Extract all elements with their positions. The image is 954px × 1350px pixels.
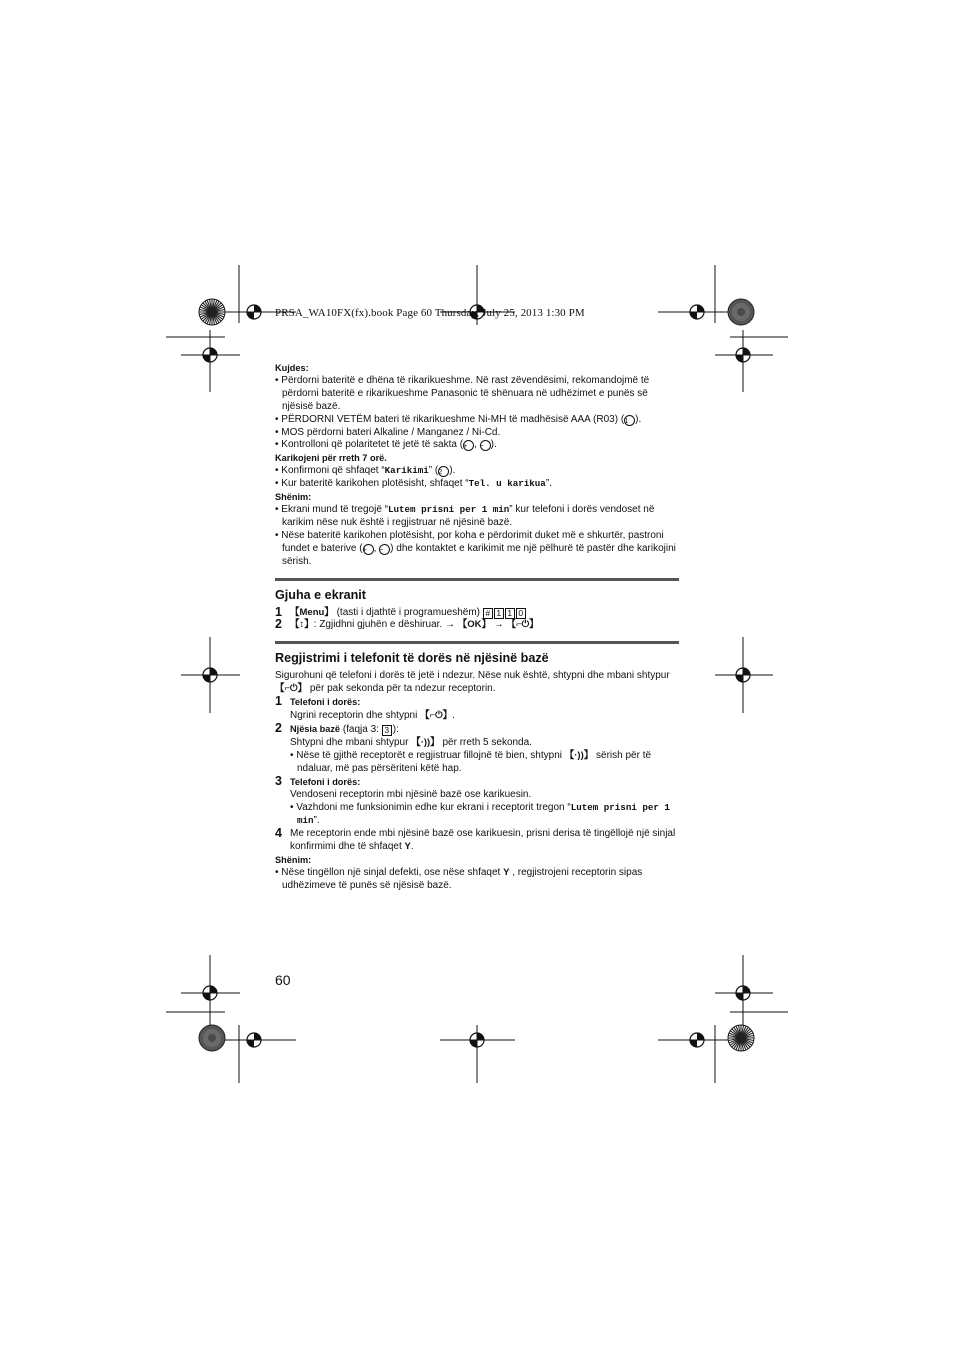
key-box: 1	[505, 608, 515, 619]
step: 3 Telefoni i dorës:	[275, 773, 361, 788]
navigator-key: 【↕】	[290, 619, 314, 631]
charging-item: • Konfirmoni që shfaqet “Karikimi” (2 ).	[275, 465, 456, 477]
step: 2 Njësia bazë (faqja 3: 3 ):	[275, 720, 399, 735]
minus-icon: −	[379, 544, 390, 555]
circled-number: 1	[624, 415, 635, 426]
off-key: 【⌐⏻】	[506, 619, 539, 631]
locator-key: 【·))】	[411, 736, 440, 748]
off-key: 【⌐⏻】	[275, 683, 308, 695]
page-number: 60	[275, 972, 291, 988]
note-title: Shënim:	[275, 492, 312, 503]
step: 1 Telefoni i dorës:	[275, 694, 361, 709]
caution-item: • Përdorni bateritë e dhëna të rikarikueshme. Në rast zëvendësimi, rekomandojmë të përdorni bateritë e rikarikueshme Panasonic të shënuara në udhëzimet e punës së njësisë bazë.	[275, 374, 650, 412]
caution-item: • PËRDORNI VETËM bateri të rikarikueshme Ni-MH të madhësisë AAA (R03) (1 ).	[275, 413, 642, 425]
menu-key: 【Menu】	[290, 606, 334, 618]
charging-title: Karikojeni për rreth 7 orë.	[275, 453, 387, 464]
registration-intro: Sigurohuni që telefoni i dorës të jetë i ndezur. Nëse nuk është, shtypni dhe mbani shtypur 【⌐⏻】 për pak sekonda për ta ndezur receptorin.	[275, 670, 670, 695]
plus-icon: +	[363, 544, 374, 555]
step: 1 【Menu】 (tasti i djathtë i programueshëm) # 1 1 0	[275, 607, 679, 620]
step: 2 【↕】: Zgjidhni gjuhën e dëshiruar. → 【OK】 → 【⌐⏻】	[275, 617, 539, 632]
caution-item: • Kontrolloni që polaritetet të jetë të sakta (+ , − ).	[275, 439, 497, 451]
manual-content	[275, 362, 679, 893]
section-heading-language: Gjuha e ekranit	[275, 578, 679, 603]
step-text: Vendoseni receptorin mbi njësinë bazë ose karikuesin.	[290, 789, 532, 801]
note-item: • Nëse tingëllon një sinjal defekti, ose nëse shfaqet Y , regjistrojeni receptorin sipas udhëzimeve të punës së njësisë bazë.	[275, 866, 643, 891]
note-title: Shënim:	[275, 855, 312, 865]
charging-item: • Kur bateritë karikohen plotësisht, shfaqet “Tel. u karikua”.	[275, 478, 552, 490]
step-text: Ngrini receptorin dhe shtypni 【⌐⏻】.	[290, 710, 455, 722]
note-item: • Nëse bateritë karikohen plotësisht, por koha e përdorimit duket më e shkurtër, pastroni fundet e baterive (+ , − ) dhe kontaktet e karikimit me një pëlhurë të pastër dhe karikojini sërish.	[275, 529, 676, 567]
caution-item: • MOS përdorni bateri Alkaline / Manganez / Ni-Cd.	[275, 426, 501, 438]
section-heading-registration: Regjistrimi i telefonit të dorës në njësinë bazë	[275, 641, 679, 666]
antenna-blink-icon: Y	[503, 866, 510, 878]
step: 4 Me receptorin ende mbi njësinë bazë ose karikuesin, prisni derisa të tingëllojë një sinjal konfirmimi dhe të shfaqet Y.	[275, 826, 676, 853]
plus-icon: +	[463, 440, 474, 451]
step-bullet: • Nëse të gjithë receptorët e regjistruar fillojnë të bien, shtypni 【·))】 sërish për të ndaluar, më pas përsëriteni këtë hap.	[290, 749, 652, 774]
step-text: Shtypni dhe mbani shtypur 【·))】 për rreth 5 sekonda.	[290, 736, 532, 748]
file-header-line: PRSA_WA10FX(fx).book Page 60 Thursday, July 25, 2013 1:30 PM	[275, 307, 585, 319]
circled-number: 2	[438, 466, 449, 477]
note-item: • Ekrani mund të tregojë “Lutem prisni per 1 min” kur telefoni i dorës vendoset në karikim nëse nuk është i regjistruar në njësinë bazë.	[275, 503, 655, 528]
ok-key: 【OK】	[457, 619, 492, 631]
key-box: 1	[494, 608, 504, 619]
key-box: 0	[516, 608, 526, 619]
caution-title: Kujdes:	[275, 363, 309, 373]
off-key: 【⌐⏻】	[420, 710, 453, 722]
step-bullet: • Vazhdoni me funksionimin edhe kur ekrani i receptorit tregon “Lutem prisni per 1 min”.	[290, 802, 670, 827]
locator-key: 【·))】	[564, 749, 594, 761]
minus-icon: −	[480, 440, 491, 451]
key-box: 3	[382, 725, 392, 736]
antenna-icon: Y	[404, 841, 411, 853]
key-box: #	[483, 608, 493, 619]
